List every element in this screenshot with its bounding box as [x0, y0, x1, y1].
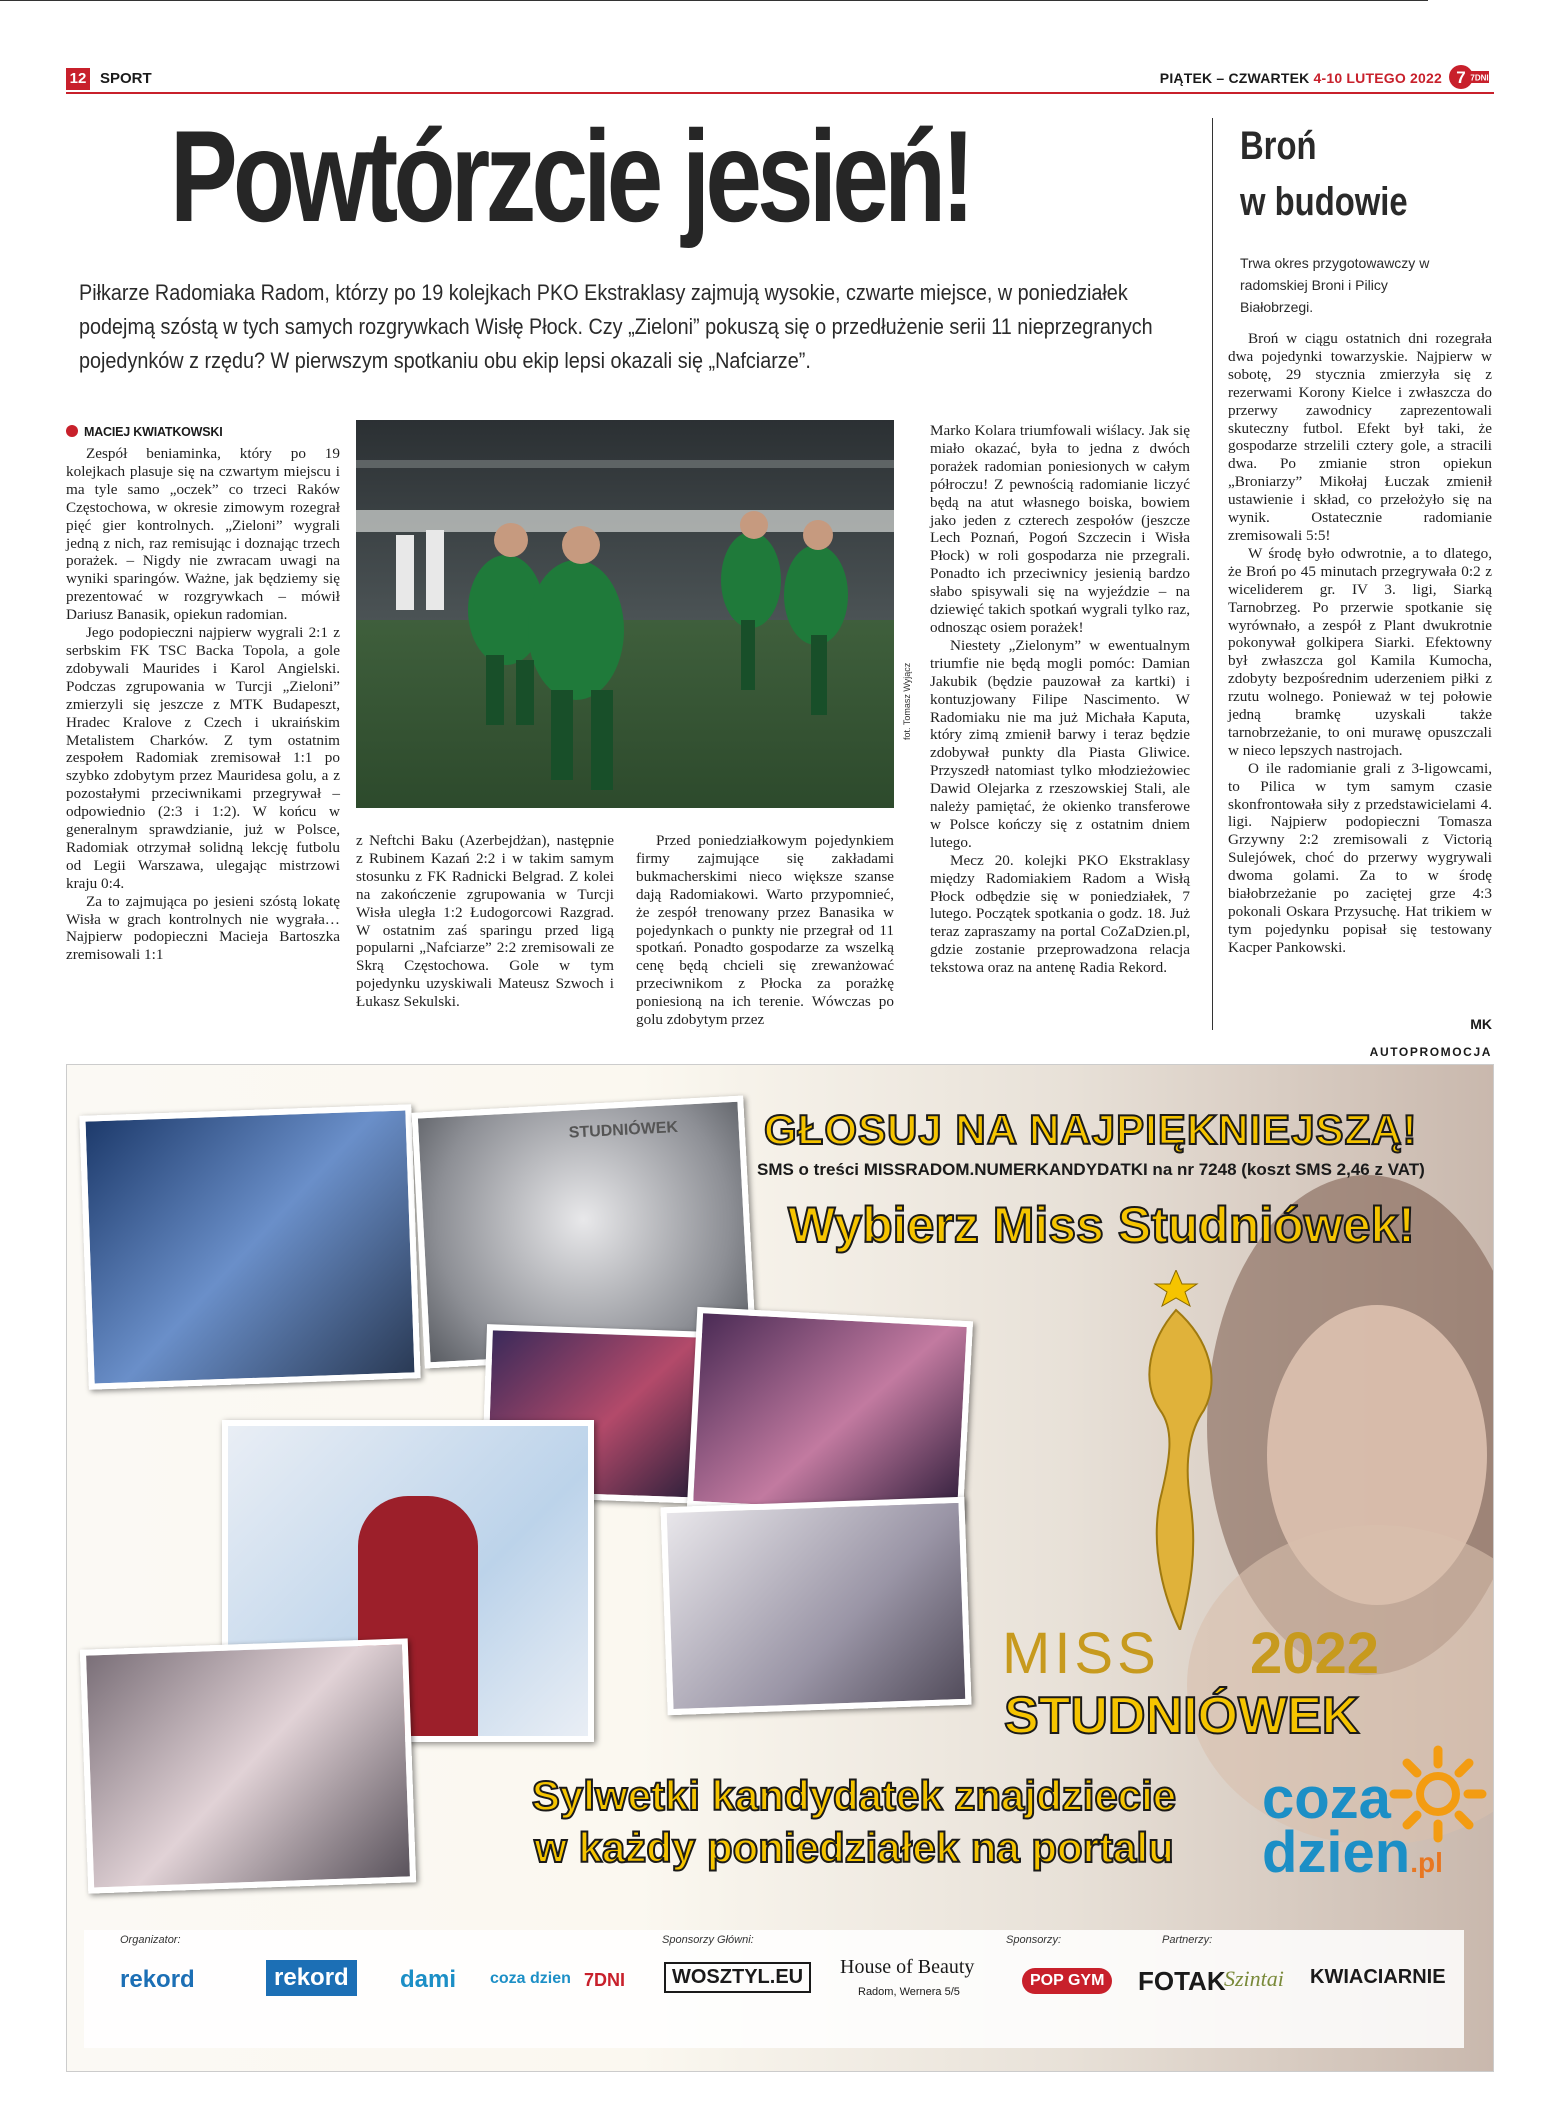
miss-word: MISS — [1002, 1621, 1160, 1686]
header-rule — [66, 92, 1494, 94]
miss-statuette-icon — [1120, 1270, 1240, 1630]
side-signature: MK — [1470, 1016, 1492, 1032]
author-byline — [66, 425, 223, 439]
article-column-1 — [66, 445, 340, 964]
article-column-3 — [636, 832, 894, 1029]
collage-photo-cheer — [80, 1638, 416, 1893]
author-name: MACIEJ KWIATKOWSKI — [84, 425, 223, 439]
page-number: 12 — [66, 68, 90, 90]
col3-paragraph: Przed poniedziałkowym pojedynkiem firmy zajmujące się zakładami bukmacherskimi nieco większe szanse dają Radomiakowi. Warto przypomnieć, że zespół trenowany przez Banasika w pojedynkach o punkty nie przegrał od 11 spotkań. Ponadto gospodarze za wszelką cenę będą chcieli się zrewanżować przeciwnikom z Płocka za porażkę poniesioną na ich terenie. Wówczas po golu zdobytym przez — [636, 832, 894, 1029]
collage-photo-dance — [79, 1104, 420, 1389]
studniowek-banner-text: STUDNIÓWEK — [568, 1118, 679, 1142]
miss-year: 2022 — [1250, 1621, 1380, 1686]
ad-tagline — [454, 1770, 1254, 1874]
ad-subheadline: Wybierz Miss Studniówek! — [788, 1197, 1415, 1253]
miss-studniowek: STUDNIÓWEK — [1004, 1687, 1360, 1745]
sponsor-logo-rekord: rekord — [266, 1960, 357, 1996]
issue-date-prefix: PIĄTEK – CZWARTEK — [1159, 70, 1314, 86]
side-title-line-2: w budowie — [1240, 180, 1408, 224]
sponsor-logo-house-of-beauty: House of Beauty — [840, 1956, 975, 1978]
byline-dot-icon — [66, 425, 78, 437]
column-divider — [1212, 118, 1213, 1030]
sponsor-logo-rekord-group: rekord — [120, 1966, 195, 1993]
section-label: SPORT — [100, 70, 152, 87]
autopromo-label: AUTOPROMOCJA — [1369, 1045, 1492, 1059]
partner-logo-fotak: FOTAK — [1138, 1966, 1226, 1996]
sponsors-bar — [84, 1930, 1464, 2048]
side-lead: Trwa okres przygotowawczy w radomskiej Broni i Pilicy Białobrzegi. — [1240, 255, 1430, 315]
cozadzien-logo — [1262, 1766, 1443, 1890]
sponsor-logo-pop-gym: POP GYM — [1022, 1968, 1112, 1994]
article-column-4 — [930, 422, 1190, 977]
collage-photo-hall — [660, 1497, 971, 1715]
partner-logo-szintai: Szintai — [1224, 1966, 1284, 1991]
partners-label: Partnerzy: — [1162, 1934, 1213, 1946]
side-column — [1228, 330, 1492, 957]
side-paragraph: W środę było odwrotnie, a to dlatego, że Broń po 45 minutach przegrywała 0:2 z wiceliderem gr. IV 3. ligi, Siarką Tarnobrzeg. Po przerwie spotkanie się wyrównało, a zespół z Plant dwukrotnie pokonywał golkipera Siarki. Efektowny był zwłaszcza gol Kamila Kumocha, zdobyty bezpośrednim uderzeniem piłki z rzutu wolnego. Ponieważ w tej połowie jedną bramkę uzyskali także tarnobrzeżanie, to oni murawę opuszczali w nieco lepszych nastrojach. — [1228, 544, 1492, 759]
ad-tagline-line-1: Sylwetki kandydatek znajdziecie — [531, 1772, 1177, 1819]
ad-headline: GŁOSUJ NA NAJPIĘKNIEJSZĄ! — [764, 1106, 1418, 1153]
col4-paragraph: Niestety „Zielonym” w ewentualnym triumfie nie będą mogli pomóc: Damian Jakubik (będzie pauzował za kartki) i kontuzjowany Filipe Nascimento. W Radomiaku nie ma już Michała Kaputa, który zimą zmienił barwy i teraz będzie zdobywał punkty dla Piasta Gliwice. Przyszedł natomiast tylko młodzieżowiec Dawid Olejarka z rzeszowskiej Stali, ale należy pamiętać, że okienko transferowe w Polsce kończy się z ostatnim dniem lutego. — [930, 636, 1190, 851]
cozadzien-logo-line-1: coza — [1262, 1766, 1391, 1831]
partner-logo-kwiaciarnie: KWIACIARNIE — [1310, 1966, 1446, 1988]
sponsor-logo-wosztyl: WOSZTYL.EU — [664, 1962, 811, 1993]
side-title-line-1: Broń — [1240, 124, 1317, 168]
collage-photo-friends — [687, 1307, 973, 1521]
article-lead: Piłkarze Radomiaka Radom, którzy po 19 kolejkach PKO Ekstraklasy zajmują wysokie, czwarte miejsce, w poniedziałek podejmą szóstą w tych samych rozgrywkach Wisłę Płock. Czy „Zieloni” pokuszą się o przedłużenie serii 11 nieprzegranych pojedynków z rzędu? W pierwszym spotkaniu obu ekip lepsi okazali się „Nafciarze”. — [79, 280, 1153, 373]
col2-paragraph: z Neftchi Baku (Azerbejdżan), następnie z Rubinem Kazań 2:2 i w takim samym stosunku z FK Radnicki Belgrad. Z kolei na zakończenie zgrupowania w Turcji Wisła uległa 1:2 Łudogorcowi Razgrad. W ostatnim zaś sparingu przed ligą popularni „Nafciarze” 2:2 zremisowali ze Skrą Częstochowa. Gole w tym pojedynku uzyskiwali Mateusz Szwoch i Łukasz Sekulski. — [356, 832, 614, 1011]
7dni-logo-text: 7DNI — [1470, 73, 1489, 83]
organizer-label: Organizator: — [120, 1934, 181, 1946]
article-bottom-rule — [0, 0, 1428, 1]
col1-paragraph: Za to zajmująca po jesieni szóstą lokatę Wisła w grach kontrolnych nie wygrała… Najpierw podopieczni Macieja Bartoszka zremisowali 1:1 — [66, 892, 340, 964]
sponsors-label: Sponsorzy: — [1006, 1934, 1062, 1946]
football-players-illustration — [356, 420, 894, 808]
side-paragraph: Broń w ciągu ostatnich dni rozegrała dwa pojedynki towarzyskie. Najpierw w sobotę, 29 stycznia zmierzyła się z rezerwami Korony Kielce i zwłaszcza do przerwy zawodnicy zaprezentowali skuteczny futbol. Efekt był taki, że gospodarze strzelili cztery gole, a stracili dwa. Po zmianie stron opiekun „Broniarzy” Mikołaj Łuczak zmienił ustawienie i skład, co przełożyło się na wynik. Ostatecznie radomianie zremisowali 5:5! — [1228, 330, 1492, 544]
issue-date — [1160, 70, 1442, 86]
col4-paragraph: Marko Kolara triumfowali wiślacy. Jak się miało okazać, była to jedna z dwóch porażek radomian poniesionych w całym półroczu! Z pewnością radomianie liczyć będą na atut własnego boiska, bowiem jako jeden z czterech zespołów (jeszcze Lech Poznań, Pogoń Szczecin i Wisła Płock) w roli gospodarza nie przegrali. Ponadto ich przeciwnicy jesienią bardzo słabo spisywali się na wyjeździe – na dziewięć takich spotkań wygrali tylko raz, odnosząc osiem porażek! — [930, 422, 1190, 636]
side-title — [1240, 118, 1408, 230]
sponsor-house-of-beauty-address: Radom, Wernera 5/5 — [858, 1986, 960, 1998]
svg-text:7: 7 — [1456, 68, 1466, 87]
ad-tagline-line-2: w każdy poniedziałek na portalu — [534, 1824, 1174, 1871]
ad-sms-info: SMS o treści MISSRADOM.NUMERKANDYDATKI na nr 7248 (koszt SMS 2,46 z VAT) — [757, 1160, 1425, 1179]
col1-paragraph: Jego podopieczni najpierw wygrali 2:1 z serbskim FK TSC Backa Topola, a gole zdobywali Maurides i Karol Angielski. Podczas zgrupowania w Turcji „Zieloni” zmierzyli się jeszcze z MTK Budapeszt, Hradec Kralove z Czech i ukraińskim Metalistem Charków. Z tym ostatnim zespołem Radomiak zremisował 1:1 po szybko zdobytym przez Mauridesa golu, a z pozostałymi przeciwnikami przegrywał – odpowiednio (2:3 i 1:2). W końcu w generalnym sprawdzianie, już w Polsce, Radomiak otrzymał solidną lekcję futbolu od Legii Warszawa, ulegając mistrzowi kraju 0:4. — [66, 624, 340, 892]
photo-credit: fot. Tomasz Wyjącz — [902, 662, 912, 740]
cozadzien-logo-domain: .pl — [1410, 1847, 1443, 1878]
sponsor-logo-dami: dami — [400, 1966, 457, 1993]
issue-date-range: 4-10 LUTEGO 2022 — [1313, 70, 1442, 86]
side-paragraph: O ile radomianie grali z 3-ligowcami, to Pilica w tym samym czasie skonfrontowała siły z przedstawicielami 4. ligi. Najpierw podopieczni Tomasza Grzywny 2:2 zremisowali z Victorią Sulejówek, choć do przerwy wygrywali dwoma golami. Za to w środę białobrzeżanie po zaciętej grze 4:3 pokonali Oskara Przysuchę. Hat trikiem w tym pojedynku popisał się testowany Kacper Pankowski. — [1228, 759, 1492, 956]
main-sponsors-label: Sponsorzy Główni: — [662, 1934, 754, 1946]
sponsor-logo-cozadzien: coza dzien — [490, 1970, 571, 1987]
sponsor-logo-7dni: 7DNI — [584, 1970, 626, 1990]
headline: Powtórzcie jesień! — [170, 103, 971, 249]
7dni-logo — [1448, 64, 1490, 90]
match-photo — [356, 420, 894, 808]
cozadzien-logo-line-2: dzien — [1262, 1820, 1411, 1885]
article-column-2 — [356, 832, 614, 1011]
col4-paragraph: Mecz 20. kolejki PKO Ekstraklasy między Radomiakiem Radom a Wisłą Płock odbędzie się w poniedziałek, 7 lutego. Początek spotkania o godz. 18. Już teraz zapraszamy na portal CoZaDzien.pl, gdzie zostanie przeprowadzona relacja tekstowa oraz na antenę Radia Rekord. — [930, 851, 1190, 977]
col1-paragraph: Zespół beniaminka, który po 19 kolejkach plasuje się na czwartym miejscu i ma tyle samo „oczek” co trzeci Raków Częstochowa, w okresie zimowym rozegrał pięć gier kontrolnych. „Zieloni” wygrali jedną z nich, raz remisując i doznając trzech porażek. – Nigdy nie zwracam uwagi na wyniki sparingów. Ważne, jak będziemy się prezentować w rozgrywkach – mówił Dariusz Banasik, opiekun radomian. — [66, 445, 340, 624]
